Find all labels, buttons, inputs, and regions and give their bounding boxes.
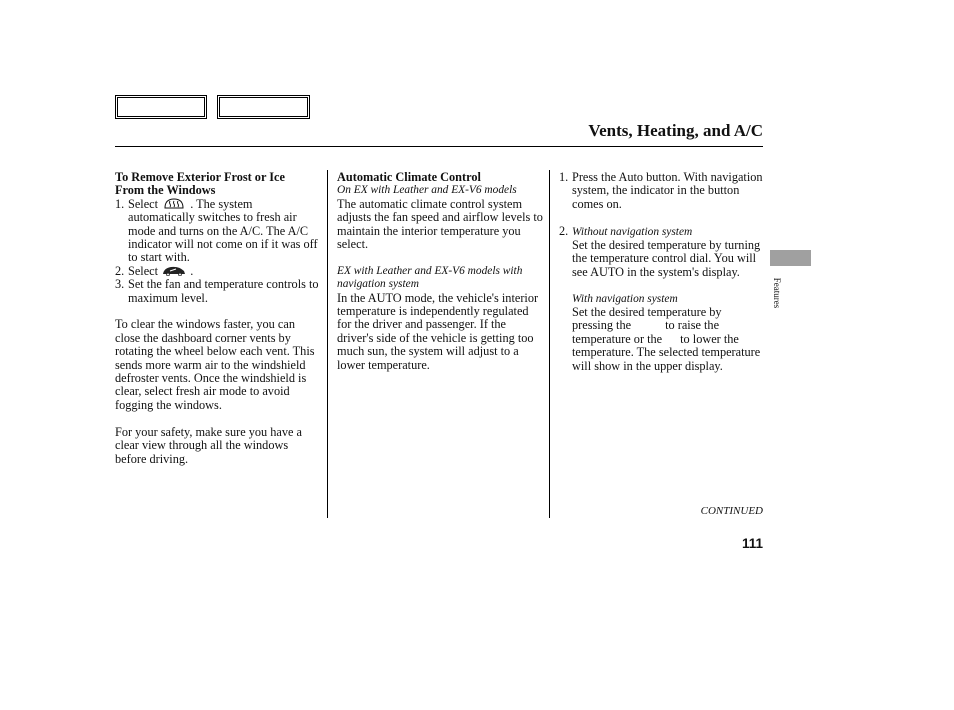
frost-heading-line2: From the Windows bbox=[115, 183, 216, 198]
step-text: Press the Auto button. With navigation system, the indicator in the button comes on. bbox=[572, 170, 763, 211]
nav-paragraph bbox=[559, 306, 764, 373]
nav-box-2[interactable] bbox=[217, 95, 310, 119]
step-number: 3. bbox=[115, 277, 125, 292]
title-rule bbox=[115, 146, 763, 147]
frost-heading-line1: To Remove Exterior Frost or Ice bbox=[115, 170, 285, 184]
step-text: . The system automatically switches to fresh air mode and turns on the A/C. The A/C indicator will not come on if it was off to start with. bbox=[128, 196, 318, 265]
continued-label: CONTINUED bbox=[700, 505, 763, 517]
frost-paragraph-2: For your safety, make sure you have a clear view through all the windows before driving. bbox=[115, 424, 303, 466]
column-3 bbox=[559, 171, 764, 373]
nav-text-part3: to lower the temperature. The selected temperature will show in the upper display. bbox=[572, 331, 761, 373]
climate-subheading: On EX with Leather and EX-V6 models bbox=[337, 184, 517, 197]
climate-paragraph-2: In the AUTO mode, the vehicle's interior temperature is independently regulated for the driver and passenger. If the driver's side of the vehicle is getting too much sun, the system will adjust to a lower temperature. bbox=[337, 290, 539, 372]
frost-step-2 bbox=[115, 265, 321, 278]
step-text: . bbox=[190, 263, 194, 278]
nav-text-part1: Set the desired temperature by pressing the bbox=[572, 305, 722, 333]
frost-step-3 bbox=[115, 278, 321, 305]
step-text: Set the fan and temperature controls to maximum level. bbox=[128, 277, 319, 305]
page-number: 111 bbox=[741, 536, 763, 551]
auto-step-1 bbox=[559, 171, 764, 211]
climate-heading: Automatic Climate Control bbox=[337, 170, 481, 184]
step-number: 1. bbox=[115, 196, 125, 211]
rear-defroster-icon bbox=[161, 198, 187, 209]
frost-step-1 bbox=[115, 198, 321, 265]
step-subheading: Without navigation system bbox=[572, 225, 693, 238]
column-1 bbox=[115, 171, 321, 466]
climate-subheading-2: EX with Leather and EX-V6 models with navigation system bbox=[337, 264, 523, 291]
column-2 bbox=[337, 171, 543, 372]
column-divider-2 bbox=[549, 170, 550, 518]
car-airflow-icon bbox=[161, 265, 187, 276]
page-title: Vents, Heating, and A/C bbox=[588, 121, 763, 140]
nav-box-1[interactable] bbox=[115, 95, 207, 119]
step-number: 2. bbox=[115, 263, 125, 278]
step-2-text: Set the desired temperature by turning the temperature control dial. You will see AUTO in the system's display. bbox=[572, 238, 761, 279]
column-divider-1 bbox=[327, 170, 328, 518]
nav-subheading: With navigation system bbox=[572, 292, 678, 305]
section-tab[interactable] bbox=[770, 250, 811, 266]
section-tab-label: Features bbox=[772, 277, 782, 309]
auto-step-2 bbox=[559, 225, 764, 239]
step-number: 1. bbox=[559, 170, 569, 184]
step-select-text: Select bbox=[128, 263, 159, 278]
step-select-text: Select bbox=[128, 196, 159, 211]
frost-paragraph-1: To clear the windows faster, you can close the dashboard corner vents by rotating the wheel below each vent. This sends more warm air to the windshield defroster vents. Once the windshield is clear, select fresh air mode to avoid fogging the windows. bbox=[115, 317, 315, 412]
step-number: 2. bbox=[559, 223, 569, 238]
nav-text-part2: to raise the temperature or the bbox=[572, 318, 720, 346]
climate-paragraph-1: The automatic climate control system adjusts the fan speed and airflow levels to maintain the interior temperature you select. bbox=[337, 196, 543, 252]
